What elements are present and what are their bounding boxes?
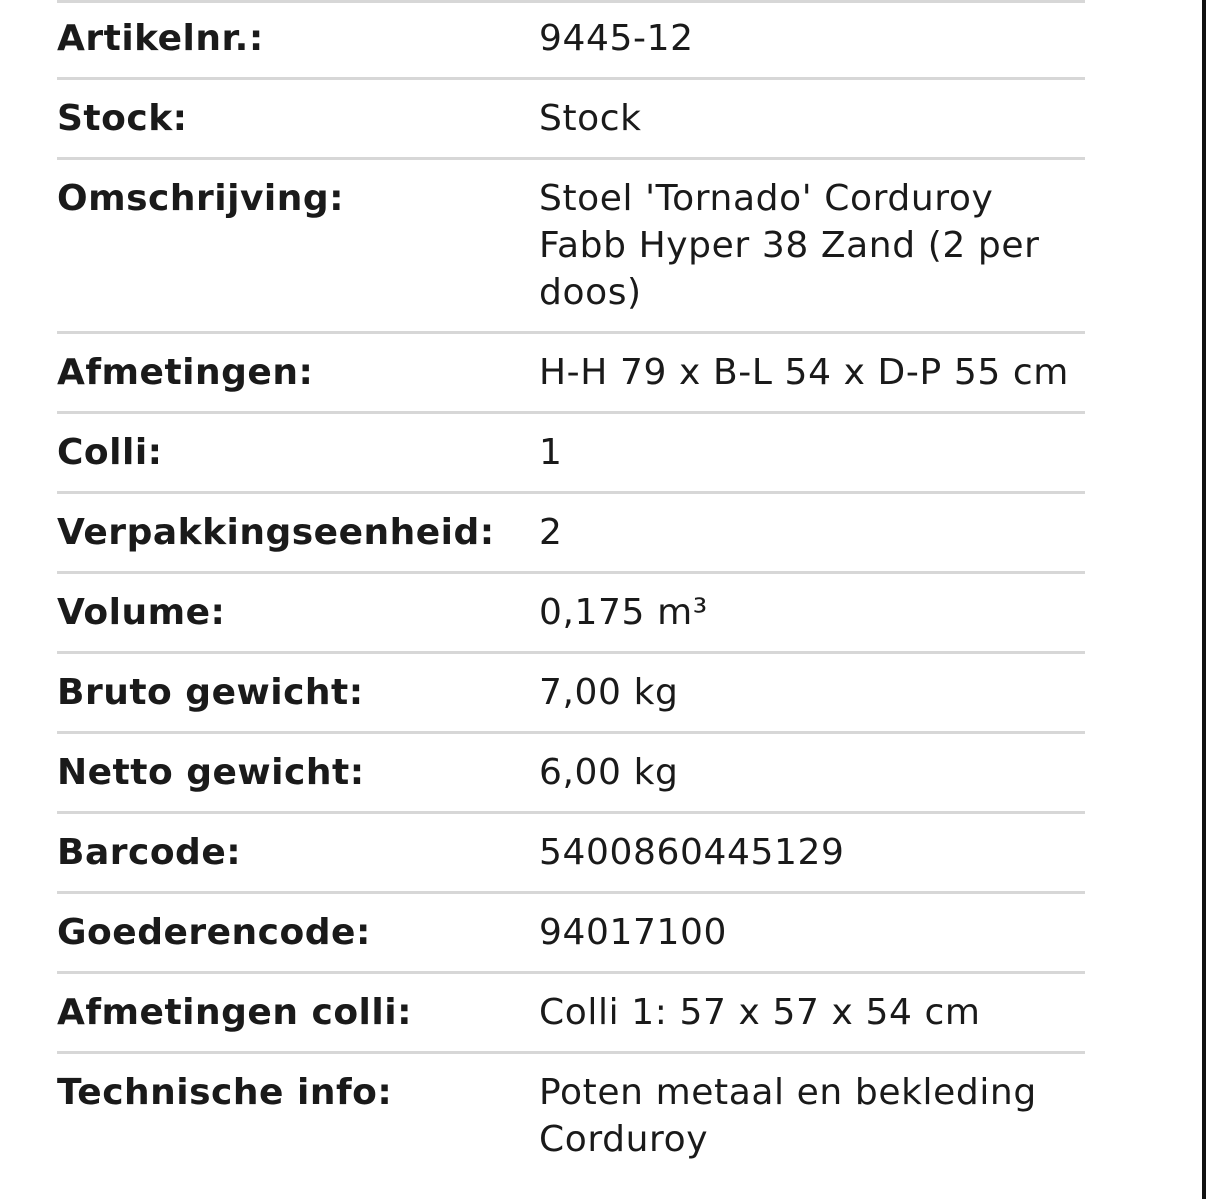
spec-value: 0,175 m³ bbox=[539, 592, 708, 633]
spec-value: Stock bbox=[539, 98, 642, 139]
spec-row-gross-weight bbox=[57, 653, 1085, 733]
screen-edge-divider bbox=[1202, 0, 1206, 1199]
spec-label: Netto gewicht: bbox=[57, 752, 365, 793]
spec-row-dimensions bbox=[57, 333, 1085, 413]
spec-value: Stoel 'Tornado' Corduroy Fabb Hyper 38 Zand (2 per doos) bbox=[539, 178, 1040, 313]
spec-row-goods-code bbox=[57, 893, 1085, 973]
spec-value: 2 bbox=[539, 512, 563, 553]
spec-row-article-number bbox=[57, 2, 1085, 79]
spec-row-net-weight bbox=[57, 733, 1085, 813]
spec-label: Afmetingen: bbox=[57, 352, 314, 393]
spec-value: 5400860445129 bbox=[539, 832, 845, 873]
spec-label: Goederencode: bbox=[57, 912, 371, 953]
spec-value: 7,00 kg bbox=[539, 672, 679, 713]
spec-label: Bruto gewicht: bbox=[57, 672, 364, 713]
spec-row-description bbox=[57, 159, 1085, 333]
spec-label: Verpakkingseenheid: bbox=[57, 512, 495, 553]
spec-value: 9445-12 bbox=[539, 18, 694, 59]
spec-label: Colli: bbox=[57, 432, 163, 473]
spec-label: Barcode: bbox=[57, 832, 242, 873]
spec-row-colli-dimensions bbox=[57, 973, 1085, 1053]
spec-value: 6,00 kg bbox=[539, 752, 679, 793]
spec-row-volume bbox=[57, 573, 1085, 653]
spec-row-barcode bbox=[57, 813, 1085, 893]
spec-value: Colli 1: 57 x 57 x 54 cm bbox=[539, 992, 981, 1033]
spec-label: Volume: bbox=[57, 592, 226, 633]
spec-label: Afmetingen colli: bbox=[57, 992, 412, 1033]
spec-row-stock bbox=[57, 79, 1085, 159]
spec-label: Stock: bbox=[57, 98, 188, 139]
spec-row-colli bbox=[57, 413, 1085, 493]
spec-value: Poten metaal en bekleding Corduroy bbox=[539, 1072, 1037, 1160]
spec-label: Technische info: bbox=[57, 1072, 393, 1113]
spec-row-packaging-unit bbox=[57, 493, 1085, 573]
spec-label: Omschrijving: bbox=[57, 178, 345, 219]
product-spec-table bbox=[57, 0, 1085, 1178]
spec-value: 94017100 bbox=[539, 912, 728, 953]
spec-row-technical-info bbox=[57, 1053, 1085, 1179]
spec-value: 1 bbox=[539, 432, 563, 473]
spec-value: H-H 79 x B-L 54 x D-P 55 cm bbox=[539, 352, 1069, 393]
spec-label: Artikelnr.: bbox=[57, 18, 264, 59]
